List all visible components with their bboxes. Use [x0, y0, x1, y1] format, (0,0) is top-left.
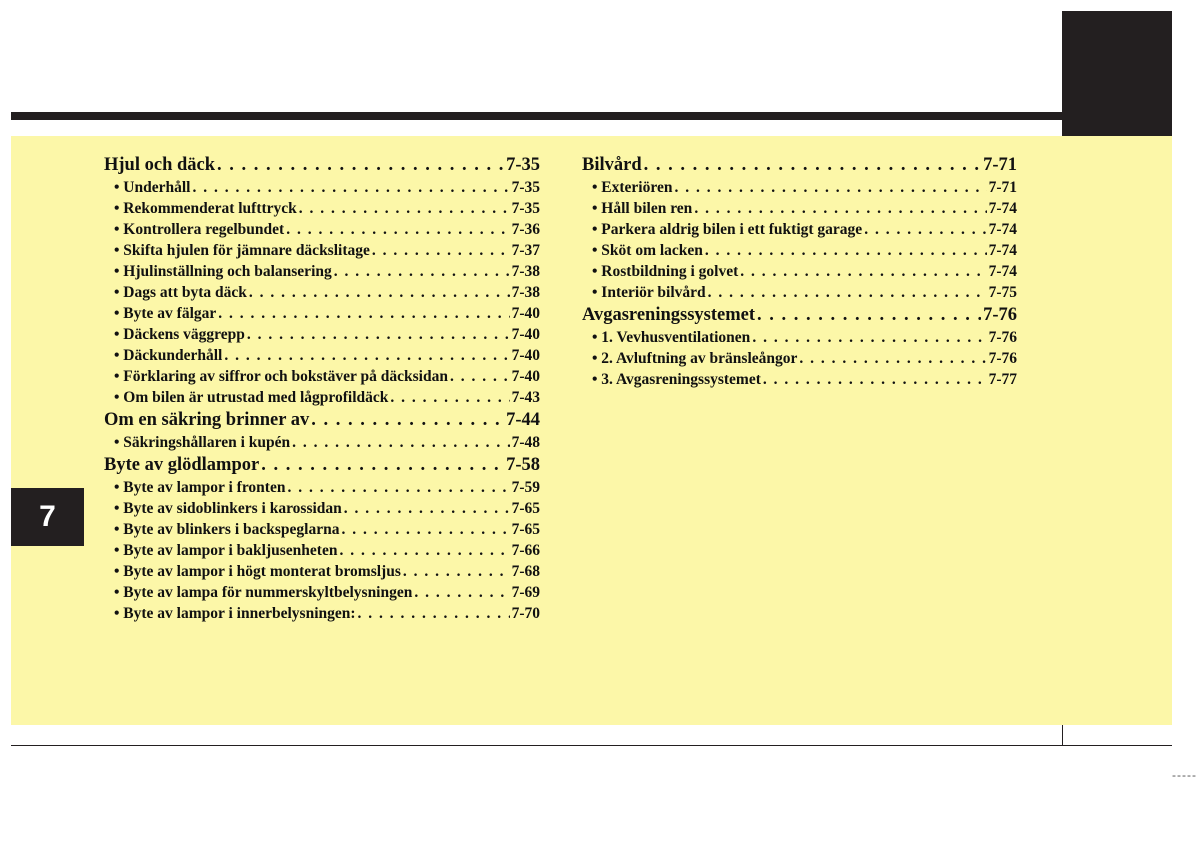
toc-subentry[interactable] — [104, 303, 540, 324]
toc-subentry[interactable] — [104, 261, 540, 282]
dot-leader — [752, 327, 986, 348]
toc-entry-title: • Dags att byta däck — [114, 284, 247, 301]
dot-leader — [705, 240, 987, 261]
toc-entry-title: • Rekommenderat lufttryck — [114, 200, 297, 217]
toc-page-number: 7-65 — [511, 521, 540, 538]
dot-leader — [287, 477, 509, 498]
toc-subentry[interactable] — [104, 240, 540, 261]
toc-page-number: 7-76 — [988, 350, 1017, 367]
toc-page-number: 7-59 — [511, 479, 540, 496]
dot-leader — [864, 219, 986, 240]
dot-leader — [192, 177, 509, 198]
toc-subentry[interactable] — [582, 282, 1017, 303]
toc-subentry[interactable] — [104, 177, 540, 198]
toc-entry-title: • Byte av lampor i bakljusenheten — [114, 542, 338, 559]
dot-leader — [217, 153, 504, 177]
toc-heading[interactable] — [582, 153, 1017, 177]
toc-entry-title: • 3. Avgasreningssystemet — [592, 371, 761, 388]
toc-subentry[interactable] — [104, 540, 540, 561]
toc-entry-title: Bilvård — [582, 155, 642, 175]
toc-page-number: 7-40 — [511, 368, 540, 385]
toc-entry-title: • Byte av lampor i högt monterat bromsljus — [114, 563, 401, 580]
toc-entry-title: • Byte av blinkers i backspeglarna — [114, 521, 340, 538]
toc-entry-title: • Byte av lampor i innerbelysningen: — [114, 605, 356, 622]
toc-entry-title: • Sköt om lacken — [592, 242, 703, 259]
toc-page-number: 7-76 — [988, 329, 1017, 346]
dot-leader — [358, 603, 510, 624]
toc-page-number: 7-65 — [511, 500, 540, 517]
footer-divider — [1062, 725, 1063, 746]
dot-leader — [249, 282, 510, 303]
toc-heading[interactable] — [104, 408, 540, 432]
dot-leader — [334, 261, 510, 282]
toc-page-number: 7-68 — [511, 563, 540, 580]
toc-entry-title: • Parkera aldrig bilen i ett fuktigt garage — [592, 221, 863, 238]
toc-page-number: 7-35 — [511, 179, 540, 196]
toc-page-number: 7-58 — [506, 455, 540, 475]
toc-subentry[interactable] — [104, 498, 540, 519]
dot-leader — [372, 240, 510, 261]
toc-subentry[interactable] — [104, 603, 540, 624]
toc-entry-title: • Däckunderhåll — [114, 347, 223, 364]
toc-entry-title: • 2. Avluftning av bränsleångor — [592, 350, 798, 367]
toc-subentry[interactable] — [104, 432, 540, 453]
toc-page-number: 7-38 — [511, 284, 540, 301]
toc-subentry[interactable] — [104, 345, 540, 366]
toc-entry-title: Byte av glödlampor — [104, 455, 260, 475]
dot-leader — [403, 561, 510, 582]
dot-leader — [339, 540, 509, 561]
toc-left-column — [104, 153, 540, 624]
dot-leader — [292, 432, 509, 453]
toc-subentry[interactable] — [104, 219, 540, 240]
page-marker: ----- — [1172, 768, 1197, 782]
dot-leader — [740, 261, 986, 282]
side-strip — [1062, 136, 1172, 725]
toc-page-number: 7-40 — [511, 347, 540, 364]
toc-entry-title: • Byte av fälgar — [114, 305, 217, 322]
toc-heading[interactable] — [104, 153, 540, 177]
footer-rule — [11, 745, 1172, 746]
dot-leader — [390, 387, 509, 408]
corner-tab — [1062, 11, 1172, 136]
toc-entry-title: • Kontrollera regelbundet — [114, 221, 285, 238]
toc-subentry[interactable] — [582, 261, 1017, 282]
toc-subentry[interactable] — [582, 369, 1017, 390]
dot-leader — [286, 219, 509, 240]
chapter-number-tab[interactable]: 7 — [11, 488, 84, 546]
toc-page-number: 7-38 — [511, 263, 540, 280]
toc-page-number: 7-70 — [511, 605, 540, 622]
toc-entry-title: • Hjulinställning och balansering — [114, 263, 332, 280]
toc-subentry[interactable] — [104, 519, 540, 540]
toc-page-number: 7-71 — [983, 155, 1017, 175]
dot-leader — [247, 324, 510, 345]
toc-entry-title: Om en säkring brinner av — [104, 410, 310, 430]
toc-page-number: 7-74 — [988, 221, 1017, 238]
toc-page-number: 7-40 — [511, 326, 540, 343]
toc-entry-title: • Om bilen är utrustad med lågprofildäck — [114, 389, 389, 406]
toc-subentry[interactable] — [104, 561, 540, 582]
toc-subentry[interactable] — [582, 240, 1017, 261]
toc-page-number: 7-35 — [511, 200, 540, 217]
toc-page-number: 7-77 — [988, 371, 1017, 388]
toc-entry-title: • Byte av lampa för nummerskyltbelysningen — [114, 584, 413, 601]
toc-page-number: 7-48 — [511, 434, 540, 451]
toc-page-number: 7-36 — [511, 221, 540, 238]
toc-entry-title: • Rostbildning i golvet — [592, 263, 739, 280]
toc-entry-title: • Underhåll — [114, 179, 191, 196]
dot-leader — [311, 408, 504, 432]
toc-subentry[interactable] — [104, 477, 540, 498]
dot-leader — [644, 153, 981, 177]
dot-leader — [299, 198, 510, 219]
toc-subentry[interactable] — [104, 198, 540, 219]
toc-page-number: 7-35 — [506, 155, 540, 175]
toc-subentry[interactable] — [582, 177, 1017, 198]
toc-entry-title: Avgasreningssystemet — [582, 305, 755, 325]
toc-entry-title: Hjul och däck — [104, 155, 216, 175]
dot-leader — [694, 198, 986, 219]
toc-subentry[interactable] — [104, 366, 540, 387]
dot-leader — [674, 177, 986, 198]
header-rule — [11, 112, 1062, 120]
toc-page-number: 7-76 — [983, 305, 1017, 325]
toc-entry-title: • 1. Vevhusventilationen — [592, 329, 751, 346]
dot-leader — [414, 582, 509, 603]
toc-heading[interactable] — [104, 453, 540, 477]
toc-page-number: 7-74 — [988, 263, 1017, 280]
dot-leader — [708, 282, 987, 303]
toc-page-number: 7-71 — [988, 179, 1017, 196]
toc-subentry[interactable] — [104, 282, 540, 303]
toc-page-number: 7-37 — [511, 242, 540, 259]
dot-leader — [344, 498, 510, 519]
toc-entry-title: • Exteriören — [592, 179, 673, 196]
toc-subentry[interactable] — [582, 219, 1017, 240]
dot-leader — [763, 369, 987, 390]
toc-page-number: 7-44 — [506, 410, 540, 430]
toc-subentry[interactable] — [104, 582, 540, 603]
toc-page-number: 7-43 — [511, 389, 540, 406]
dot-leader — [799, 348, 986, 369]
toc-entry-title: • Förklaring av siffror och bokstäver på däcksidan — [114, 368, 448, 385]
toc-subentry[interactable] — [104, 387, 540, 408]
dot-leader — [450, 366, 510, 387]
dot-leader — [261, 453, 504, 477]
toc-subentry[interactable] — [582, 327, 1017, 348]
toc-entry-title: • Håll bilen ren — [592, 200, 693, 217]
toc-entry-title: • Skifta hjulen för jämnare däckslitage — [114, 242, 370, 259]
toc-entry-title: • Byte av lampor i fronten — [114, 479, 286, 496]
toc-page-number: 7-74 — [988, 242, 1017, 259]
toc-entry-title: • Däckens väggrepp — [114, 326, 245, 343]
toc-page-number: 7-69 — [511, 584, 540, 601]
toc-entry-title: • Säkringshållaren i kupén — [114, 434, 291, 451]
toc-page-number: 7-74 — [988, 200, 1017, 217]
dot-leader — [757, 303, 981, 327]
dot-leader — [224, 345, 509, 366]
toc-subentry[interactable] — [582, 348, 1017, 369]
toc-page-number: 7-40 — [511, 305, 540, 322]
dot-leader — [218, 303, 509, 324]
toc-subentry[interactable] — [582, 198, 1017, 219]
toc-right-column — [582, 153, 1017, 390]
toc-entry-title: • Byte av sidoblinkers i karossidan — [114, 500, 342, 517]
toc-subentry[interactable] — [104, 324, 540, 345]
toc-page-number: 7-75 — [988, 284, 1017, 301]
toc-page-number: 7-66 — [511, 542, 540, 559]
toc-entry-title: • Interiör bilvård — [592, 284, 706, 301]
toc-heading[interactable] — [582, 303, 1017, 327]
dot-leader — [341, 519, 509, 540]
